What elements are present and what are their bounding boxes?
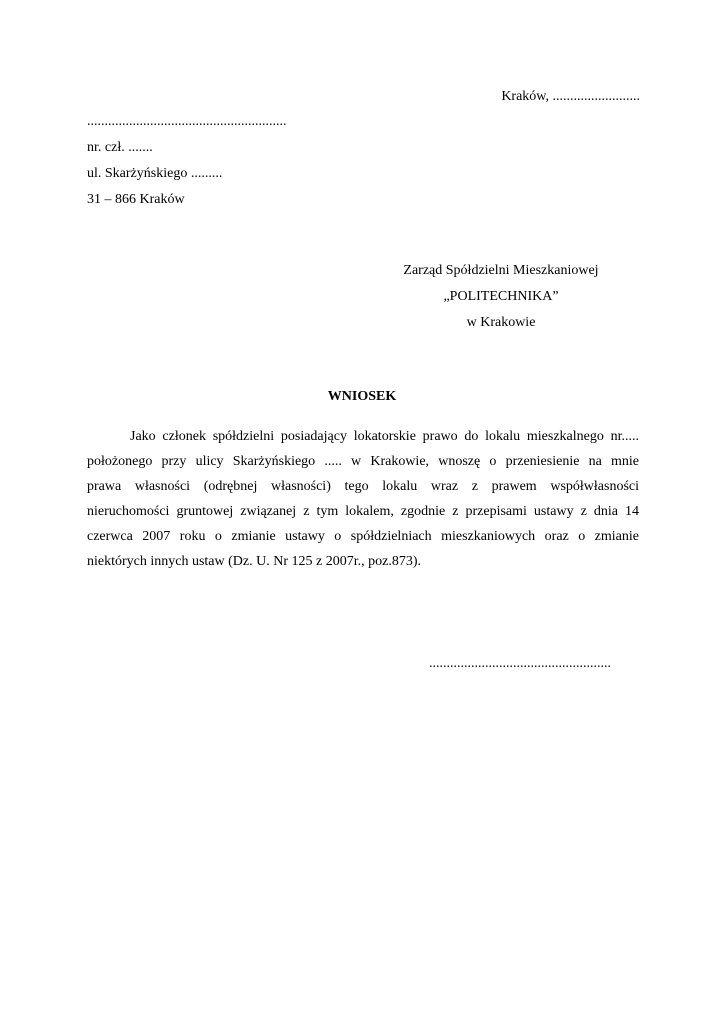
recipient-line-2: „POLITECHNIKA”: [443, 289, 559, 304]
sender-member-number: nr. czł. .......: [87, 140, 153, 155]
body-line-1: Jako członek spółdzielni posiadający lokatorskie prawo do lokalu mieszkalnego nr.....: [130, 429, 639, 444]
sender-street: ul. Skarżyńskiego .........: [87, 166, 223, 181]
body-line-4: nieruchomości gruntowej związanej z tym lokalem, zgodnie z przepisami ustawy z dnia 14: [87, 504, 639, 519]
recipient-line-3: w Krakowie: [466, 315, 536, 330]
sender-postal-city: 31 – 866 Kraków: [87, 192, 185, 207]
document-body: [87, 428, 639, 578]
sender-name-line: .........................................................: [87, 114, 287, 129]
sender-block: [87, 113, 287, 217]
body-line-5: czerwca 2007 roku o zmianie ustawy o spółdzielniach mieszkaniowych oraz o zmianie: [87, 529, 639, 544]
document-title: WNIOSEK: [327, 389, 397, 404]
date-line: Kraków, .........................: [501, 89, 640, 104]
body-line-6: niektórych innych ustaw (Dz. U. Nr 125 z 2007r., poz.873).: [87, 554, 421, 569]
body-line-3: prawa własności (odrębnej własności) tego lokalu wraz z prawem współwłasności: [87, 479, 639, 494]
recipient-line-1: Zarząd Spółdzielni Mieszkaniowej: [403, 263, 599, 278]
signature-line: ....................................................: [429, 656, 611, 671]
recipient-block: [362, 262, 640, 340]
body-line-2: położonego przy ulicy Skarżyńskiego ..... w Krakowie, wnoszę o przeniesienie na mnie: [87, 454, 639, 469]
